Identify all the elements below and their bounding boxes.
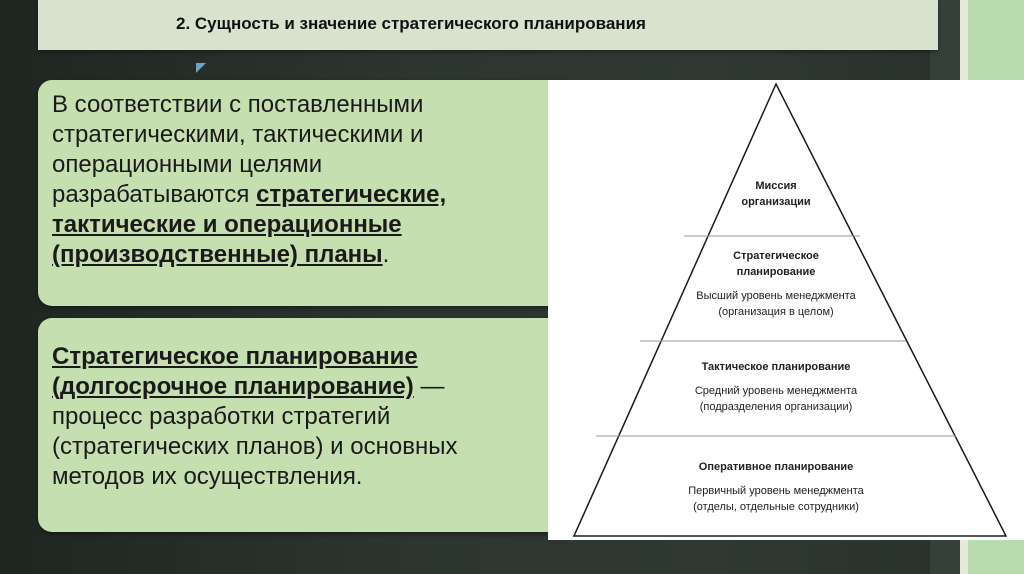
- pyramid-level-tactical: [626, 359, 926, 415]
- card2-line: (стратегических планов) и основных: [52, 433, 458, 460]
- card1-highlight: (производственные) планы: [52, 241, 383, 268]
- card1-line: [52, 240, 566, 270]
- card1-line: стратегическими, тактическими и: [52, 121, 424, 148]
- card2-line: [52, 372, 566, 402]
- card2-line: методов их осуществления.: [52, 463, 363, 490]
- card1-line: операционными целями: [52, 151, 323, 178]
- level-description: Первичный уровень менеджмента: [688, 485, 864, 497]
- level-heading: Тактическое планирование: [701, 361, 851, 373]
- level-description: Средний уровень менеджмента: [694, 385, 858, 397]
- card1-highlight: тактические и операционные: [52, 211, 402, 238]
- accent-triangle-icon: [196, 63, 206, 73]
- card1-line: [52, 180, 566, 210]
- card1-line: В соответствии с поставленными: [52, 91, 424, 118]
- level-heading: Оперативное планирование: [698, 461, 854, 473]
- level-heading: Стратегическое: [733, 250, 819, 262]
- level-heading: Миссия: [755, 180, 797, 192]
- card2-line: [52, 342, 566, 372]
- card1-highlight: стратегические,: [256, 181, 447, 208]
- text-card-plans: [38, 80, 576, 306]
- level-heading: организации: [741, 196, 811, 208]
- title-bar: [38, 0, 938, 50]
- card1-text: разрабатываются: [52, 181, 257, 208]
- level-description: (отделы, отдельные сотрудники): [693, 501, 859, 513]
- card2-term: (долгосрочное планирование): [52, 373, 414, 400]
- pyramid-level-operational: [626, 459, 926, 515]
- card2-term: Стратегическое планирование: [52, 343, 418, 370]
- card1-text: .: [382, 241, 390, 268]
- text-card-definition: [38, 318, 576, 532]
- card1-line: [52, 210, 566, 240]
- slide-title: 2. Сущность и значение стратегического планирования: [176, 14, 646, 33]
- level-heading: планирование: [736, 266, 816, 278]
- level-description: (организация в целом): [718, 306, 834, 318]
- level-description: Высший уровень менеджмента: [696, 290, 856, 302]
- card2-line: процесс разработки стратегий: [52, 403, 391, 430]
- pyramid-level-mission: [626, 178, 926, 210]
- pyramid-diagram: [548, 80, 1024, 540]
- pyramid-level-strategic: [626, 248, 926, 320]
- card2-text: —: [413, 373, 445, 400]
- level-description: (подразделения организации): [699, 401, 853, 413]
